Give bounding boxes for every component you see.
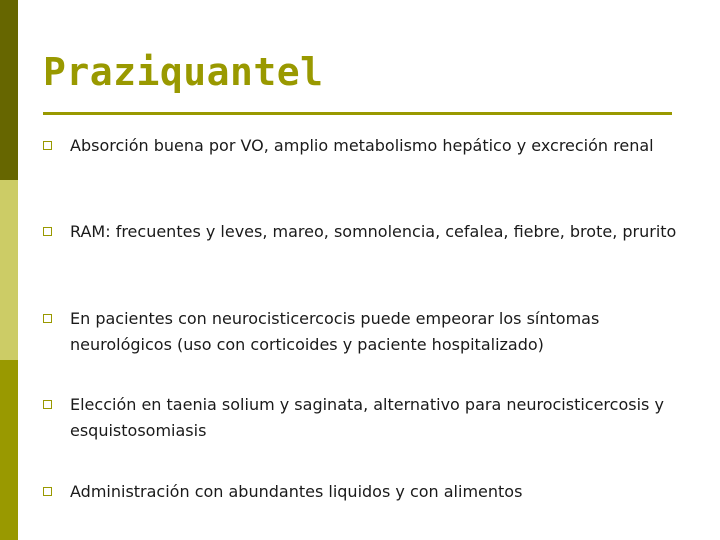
- square-bullet-icon: [43, 227, 52, 236]
- bullet-text: Administración con abundantes liquidos y con alimentos: [70, 482, 523, 501]
- bullet-item: [43, 306, 683, 358]
- bullet-item: [43, 219, 683, 245]
- square-bullet-icon: [43, 141, 52, 150]
- accent-bar-segment-lower-middle: [0, 270, 18, 360]
- left-accent-bar: [0, 0, 18, 540]
- accent-bar-segment-bottom: [0, 360, 18, 540]
- bullet-text: En pacientes con neurocisticercocis puede empeorar los síntomas neurológicos (uso con corticoides y paciente hospitalizado): [70, 309, 600, 354]
- square-bullet-icon: [43, 487, 52, 496]
- bullet-text: Absorción buena por VO, amplio metabolismo hepático y excreción renal: [70, 136, 654, 155]
- bullet-item: [43, 392, 683, 444]
- square-bullet-icon: [43, 400, 52, 409]
- slide-title: Praziquantel: [43, 50, 324, 94]
- bullet-text: RAM: frecuentes y leves, mareo, somnolencia, cefalea, fiebre, brote, prurito: [70, 222, 677, 241]
- bullet-item: [43, 479, 683, 505]
- accent-bar-segment-top: [0, 0, 18, 180]
- title-underline: [43, 112, 672, 115]
- accent-bar-segment-upper-middle: [0, 180, 18, 270]
- square-bullet-icon: [43, 314, 52, 323]
- bullet-text: Elección en taenia solium y saginata, alternativo para neurocisticercosis y esquistosomiasis: [70, 395, 664, 440]
- bullet-item: [43, 133, 683, 159]
